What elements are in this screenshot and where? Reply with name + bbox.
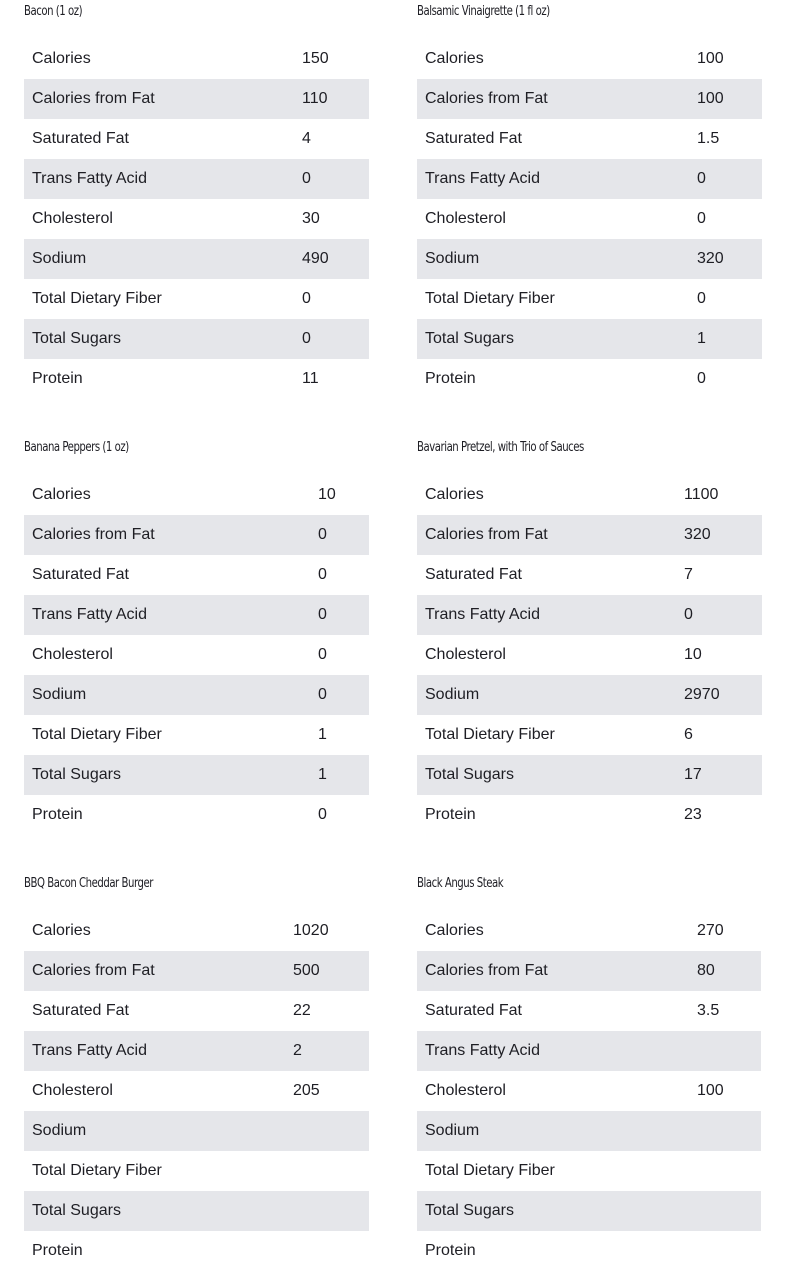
table-row (24, 675, 369, 715)
nutrient-label: Sodium (32, 1122, 87, 1139)
table-row (24, 755, 369, 795)
nutrient-label: Total Dietary Fiber (425, 726, 555, 743)
table-row (417, 635, 762, 675)
table-row (24, 555, 369, 595)
nutrient-value: 1 (697, 330, 706, 347)
nutrient-value: 0 (318, 606, 327, 623)
table-row (24, 1231, 369, 1271)
card-title: Bacon (1 oz) (24, 4, 83, 19)
table-row (24, 1071, 369, 1111)
table-row (417, 1111, 761, 1151)
nutrient-label: Calories from Fat (32, 526, 155, 543)
nutrient-label: Total Sugars (425, 1202, 514, 1219)
nutrient-value: 500 (293, 962, 320, 979)
nutrient-value: 0 (697, 170, 706, 187)
table-row (417, 475, 762, 515)
nutrition-table (24, 39, 369, 399)
nutrient-label: Total Dietary Fiber (32, 290, 162, 307)
nutrient-label: Total Dietary Fiber (425, 290, 555, 307)
table-row (417, 595, 762, 635)
nutrient-value: 205 (293, 1082, 320, 1099)
nutrient-label: Calories from Fat (32, 90, 155, 107)
table-row (24, 475, 369, 515)
nutrient-value: 320 (684, 526, 711, 543)
nutrient-label: Calories (32, 486, 91, 503)
table-row (417, 199, 762, 239)
table-row (24, 1191, 369, 1231)
nutrition-table (417, 475, 762, 835)
nutrient-label: Protein (32, 806, 83, 823)
nutrient-label: Cholesterol (425, 1082, 506, 1099)
nutrient-value: 0 (318, 566, 327, 583)
nutrient-label: Calories from Fat (425, 526, 548, 543)
table-row (417, 715, 762, 755)
nutrient-label: Protein (425, 806, 476, 823)
table-row (24, 39, 369, 79)
table-row (24, 199, 369, 239)
nutrient-label: Protein (425, 370, 476, 387)
table-row (417, 159, 762, 199)
nutrient-label: Trans Fatty Acid (425, 606, 540, 623)
nutrient-value: 2 (293, 1042, 302, 1059)
nutrient-label: Total Dietary Fiber (425, 1162, 555, 1179)
nutrition-table (417, 39, 762, 399)
nutrient-value: 110 (302, 90, 328, 107)
nutrient-value: 0 (697, 370, 706, 387)
nutrient-label: Trans Fatty Acid (32, 606, 147, 623)
card-title: Bavarian Pretzel, with Trio of Sauces (417, 440, 584, 455)
table-row (417, 1031, 761, 1071)
nutrient-value: 1020 (293, 922, 329, 939)
nutrient-value: 1.5 (697, 130, 720, 147)
nutrition-table (417, 911, 761, 1271)
nutrient-label: Calories (32, 922, 91, 939)
table-row (24, 319, 369, 359)
table-row (24, 795, 369, 835)
table-row (24, 79, 369, 119)
nutrient-label: Total Sugars (32, 330, 121, 347)
nutrient-value: 17 (684, 766, 702, 783)
nutrition-card (24, 872, 369, 1271)
table-row (24, 635, 369, 675)
nutrient-label: Trans Fatty Acid (425, 1042, 540, 1059)
table-row (24, 515, 369, 555)
nutrient-label: Total Sugars (32, 766, 121, 783)
nutrient-label: Calories (425, 922, 484, 939)
nutrient-value: 0 (302, 170, 311, 187)
nutrient-value: 320 (697, 250, 724, 267)
nutrient-label: Calories from Fat (425, 90, 548, 107)
table-row (24, 1111, 369, 1151)
table-row (417, 359, 762, 399)
nutrient-label: Calories (425, 50, 484, 67)
nutrient-label: Total Sugars (32, 1202, 121, 1219)
nutrient-label: Total Sugars (425, 330, 514, 347)
nutrient-value: 80 (697, 962, 715, 979)
nutrient-label: Trans Fatty Acid (32, 170, 147, 187)
table-row (24, 595, 369, 635)
table-row (24, 359, 369, 399)
table-row (417, 319, 762, 359)
nutrient-value: 0 (318, 686, 327, 703)
table-row (417, 279, 762, 319)
nutrient-label: Saturated Fat (425, 1002, 522, 1019)
table-row (417, 911, 761, 951)
nutrient-label: Sodium (32, 686, 87, 703)
table-row (417, 79, 762, 119)
nutrient-label: Saturated Fat (32, 566, 129, 583)
nutrient-value: 1 (318, 726, 327, 743)
table-row (417, 755, 762, 795)
nutrient-value: 0 (318, 526, 327, 543)
table-row (417, 1151, 761, 1191)
table-row (417, 119, 762, 159)
nutrient-label: Saturated Fat (32, 130, 129, 147)
nutrient-value: 0 (697, 210, 706, 227)
table-row (24, 1151, 369, 1191)
nutrition-table (24, 911, 369, 1271)
nutrient-label: Total Dietary Fiber (32, 726, 162, 743)
nutrient-label: Trans Fatty Acid (425, 170, 540, 187)
table-row (417, 795, 762, 835)
nutrient-label: Cholesterol (425, 210, 506, 227)
nutrient-label: Cholesterol (32, 1082, 113, 1099)
nutrient-label: Saturated Fat (425, 130, 522, 147)
table-row (24, 991, 369, 1031)
nutrient-label: Calories from Fat (32, 962, 155, 979)
card-title: Black Angus Steak (417, 876, 504, 891)
nutrient-value: 1 (318, 766, 327, 783)
nutrient-label: Sodium (425, 1122, 480, 1139)
nutrient-value: 0 (302, 290, 311, 307)
table-row (24, 239, 369, 279)
nutrient-value: 0 (302, 330, 311, 347)
table-row (417, 675, 762, 715)
card-title: BBQ Bacon Cheddar Burger (24, 876, 153, 891)
nutrient-value: 23 (684, 806, 702, 823)
nutrient-label: Sodium (425, 686, 480, 703)
table-row (417, 991, 761, 1031)
nutrient-value: 100 (697, 50, 724, 67)
nutrient-value: 2970 (684, 686, 720, 703)
nutrient-label: Total Dietary Fiber (32, 1162, 162, 1179)
nutrient-label: Saturated Fat (425, 566, 522, 583)
nutrient-label: Protein (32, 1242, 83, 1259)
nutrient-value: 100 (697, 1082, 724, 1099)
nutrient-value: 100 (697, 90, 724, 107)
nutrient-value: 0 (684, 606, 693, 623)
nutrient-label: Cholesterol (32, 646, 113, 663)
nutrient-label: Calories from Fat (425, 962, 548, 979)
table-row (24, 119, 369, 159)
nutrient-label: Protein (32, 370, 83, 387)
nutrient-label: Total Sugars (425, 766, 514, 783)
nutrient-value: 10 (318, 486, 336, 503)
nutrient-label: Cholesterol (425, 646, 506, 663)
nutrient-label: Sodium (32, 250, 87, 267)
table-row (417, 951, 761, 991)
nutrition-card (24, 0, 369, 399)
nutrient-label: Protein (425, 1242, 476, 1259)
nutrient-value: 6 (684, 726, 693, 743)
nutrient-value: 30 (302, 210, 320, 227)
table-row (417, 1231, 761, 1271)
table-row (417, 39, 762, 79)
nutrient-value: 11 (302, 370, 319, 387)
nutrient-value: 7 (684, 566, 693, 583)
card-title: Balsamic Vinaigrette (1 fl oz) (417, 4, 550, 19)
table-row (417, 1191, 761, 1231)
nutrition-card (417, 0, 762, 399)
table-row (24, 911, 369, 951)
table-row (24, 159, 369, 199)
table-row (24, 1031, 369, 1071)
table-row (417, 515, 762, 555)
nutrition-table (24, 475, 369, 835)
table-row (417, 239, 762, 279)
nutrient-value: 3.5 (697, 1002, 720, 1019)
nutrient-value: 10 (684, 646, 702, 663)
nutrient-label: Calories (425, 486, 484, 503)
nutrient-label: Calories (32, 50, 91, 67)
table-row (417, 555, 762, 595)
nutrition-card (417, 872, 761, 1271)
nutrient-value: 0 (697, 290, 706, 307)
nutrient-value: 0 (318, 646, 327, 663)
nutrient-label: Sodium (425, 250, 480, 267)
table-row (24, 279, 369, 319)
nutrient-label: Trans Fatty Acid (32, 1042, 147, 1059)
table-row (24, 951, 369, 991)
nutrient-value: 4 (302, 130, 311, 147)
nutrient-value: 1100 (684, 486, 719, 503)
nutrition-card (417, 436, 762, 835)
nutrient-value: 150 (302, 50, 329, 67)
nutrient-value: 0 (318, 806, 327, 823)
nutrient-value: 270 (697, 922, 724, 939)
card-title: Banana Peppers (1 oz) (24, 440, 129, 455)
nutrition-card (24, 436, 369, 835)
nutrient-value: 490 (302, 250, 329, 267)
table-row (417, 1071, 761, 1111)
nutrient-label: Saturated Fat (32, 1002, 129, 1019)
table-row (24, 715, 369, 755)
nutrient-label: Cholesterol (32, 210, 113, 227)
nutrient-value: 22 (293, 1002, 311, 1019)
